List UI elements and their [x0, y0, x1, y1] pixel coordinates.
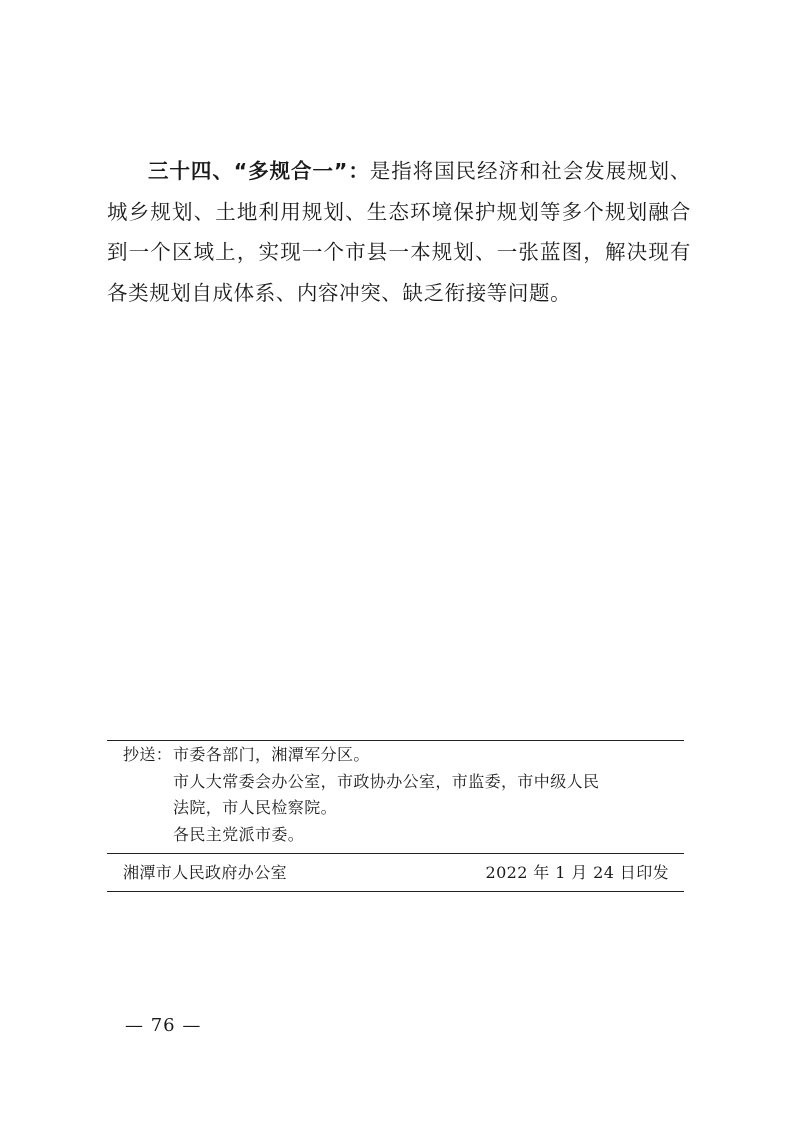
definition-term: 三十四、“多规合一”： — [148, 159, 370, 183]
distribution-line: 市人大常委会办公室，市政协办公室，市监委，市中级人民 — [173, 771, 600, 791]
distribution-list — [123, 742, 683, 848]
distribution-line: 各民主党派市委。 — [173, 824, 305, 844]
issue-date: 2022 年 1 月 24 日印发 — [485, 863, 669, 882]
distribution-row — [123, 769, 683, 796]
distribution-line: 法院，市人民检察院。 — [173, 798, 338, 817]
distribution-middle-rule — [107, 853, 684, 854]
distribution-row — [123, 742, 683, 769]
definition-paragraph — [107, 151, 691, 313]
distribution-line: 市委各部门，湘潭军分区。 — [173, 745, 370, 764]
distribution-row — [123, 795, 683, 822]
distribution-label: 抄送： — [123, 745, 173, 764]
issuer-name: 湘潭市人民政府办公室 — [123, 863, 288, 882]
definition-text: 是指将国民经济和社会发展规划、城乡规划、土地利用规划、生态环境保护规划等多个规划融合到一个区域上，实现一个市县一本规划、一张蓝图，解决现有各类规划自成体系、内容冲突、缺乏衔接等问题。 — [107, 159, 691, 305]
distribution-top-rule — [107, 740, 684, 741]
page-number: — 76 — — [125, 1015, 202, 1036]
distribution-bottom-rule — [107, 891, 684, 892]
distribution-row — [123, 822, 683, 849]
